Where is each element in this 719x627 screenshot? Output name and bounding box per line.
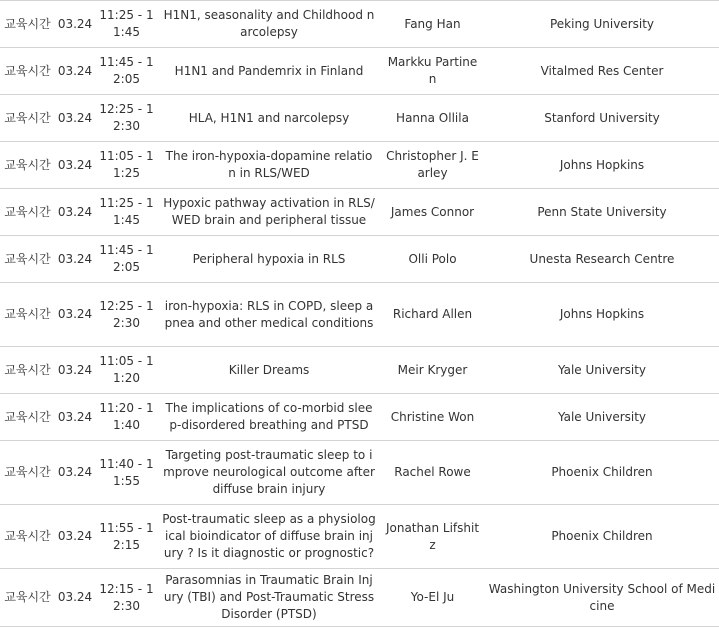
table-row [0,505,719,569]
session-type: 교육시간 [0,142,55,189]
session-time: 11:55 - 12:15 [95,505,158,569]
speaker-name: Fang Han [380,1,485,48]
speaker-name: Rachel Rowe [380,441,485,505]
session-time: 12:25 - 12:30 [95,95,158,142]
session-time: 11:40 - 11:55 [95,441,158,505]
speaker-name: Markku Partinen [380,48,485,95]
session-type: 교육시간 [0,394,55,441]
table-row [0,1,719,48]
session-time: 11:20 - 11:40 [95,394,158,441]
session-type: 교육시간 [0,1,55,48]
session-topic: Post-traumatic sleep as a physiological bioindicator of diffuse brain injury ? Is it diagnostic or prognostic? [158,505,380,569]
session-topic: Targeting post-traumatic sleep to improve neurological outcome after diffuse brain injury [158,441,380,505]
speaker-affiliation: Unesta Research Centre [485,236,719,283]
speaker-name: Olli Polo [380,236,485,283]
speaker-affiliation: Phoenix Children [485,441,719,505]
session-type: 교육시간 [0,283,55,347]
speaker-name: Christine Won [380,394,485,441]
session-topic: Hypoxic pathway activation in RLS/WED brain and peripheral tissue [158,189,380,236]
session-date: 03.24 [55,283,95,347]
session-type: 교육시간 [0,48,55,95]
session-type: 교육시간 [0,505,55,569]
session-date: 03.24 [55,1,95,48]
session-time: 11:25 - 11:45 [95,189,158,236]
session-topic: Killer Dreams [158,347,380,394]
session-topic: H1N1 and Pandemrix in Finland [158,48,380,95]
session-topic: H1N1, seasonality and Childhood narcolepsy [158,1,380,48]
speaker-affiliation: Vitalmed Res Center [485,48,719,95]
session-date: 03.24 [55,505,95,569]
session-date: 03.24 [55,236,95,283]
speaker-affiliation: Washington University School of Medicine [485,569,719,627]
speaker-name: Yo-El Ju [380,569,485,627]
speaker-affiliation: Yale University [485,394,719,441]
speaker-name: Richard Allen [380,283,485,347]
session-date: 03.24 [55,95,95,142]
session-topic: Parasomnias in Traumatic Brain Injury (TBI) and Post-Traumatic Stress Disorder (PTSD) [158,569,380,627]
session-type: 교육시간 [0,189,55,236]
table-row [0,142,719,189]
session-date: 03.24 [55,189,95,236]
session-date: 03.24 [55,347,95,394]
session-type: 교육시간 [0,95,55,142]
table-row [0,95,719,142]
session-type: 교육시간 [0,236,55,283]
speaker-affiliation: Stanford University [485,95,719,142]
session-time: 11:05 - 11:20 [95,347,158,394]
speaker-name: Meir Kryger [380,347,485,394]
table-row [0,283,719,347]
session-topic: iron-hypoxia: RLS in COPD, sleep apnea and other medical conditions [158,283,380,347]
session-time: 11:45 - 12:05 [95,48,158,95]
table-row [0,48,719,95]
session-time: 11:25 - 11:45 [95,1,158,48]
speaker-affiliation: Yale University [485,347,719,394]
speaker-affiliation: Penn State University [485,189,719,236]
session-date: 03.24 [55,441,95,505]
table-row [0,569,719,627]
session-type: 교육시간 [0,569,55,627]
speaker-name: Hanna Ollila [380,95,485,142]
session-date: 03.24 [55,394,95,441]
session-date: 03.24 [55,48,95,95]
session-type: 교육시간 [0,347,55,394]
table-row [0,236,719,283]
table-row [0,189,719,236]
table-row [0,394,719,441]
session-time: 12:15 - 12:30 [95,569,158,627]
session-date: 03.24 [55,142,95,189]
session-time: 11:45 - 12:05 [95,236,158,283]
speaker-name: James Connor [380,189,485,236]
speaker-affiliation: Johns Hopkins [485,142,719,189]
table-row [0,441,719,505]
session-topic: HLA, H1N1 and narcolepsy [158,95,380,142]
table-row [0,347,719,394]
speaker-affiliation: Phoenix Children [485,505,719,569]
session-topic: The iron-hypoxia-dopamine relation in RLS/WED [158,142,380,189]
speaker-name: Christopher J. Earley [380,142,485,189]
session-type: 교육시간 [0,441,55,505]
session-topic: Peripheral hypoxia in RLS [158,236,380,283]
schedule-body [0,1,719,627]
speaker-affiliation: Johns Hopkins [485,283,719,347]
session-time: 12:25 - 12:30 [95,283,158,347]
session-time: 11:05 - 11:25 [95,142,158,189]
speaker-name: Jonathan Lifshitz [380,505,485,569]
session-date: 03.24 [55,569,95,627]
session-topic: The implications of co-morbid sleep-disordered breathing and PTSD [158,394,380,441]
speaker-affiliation: Peking University [485,1,719,48]
